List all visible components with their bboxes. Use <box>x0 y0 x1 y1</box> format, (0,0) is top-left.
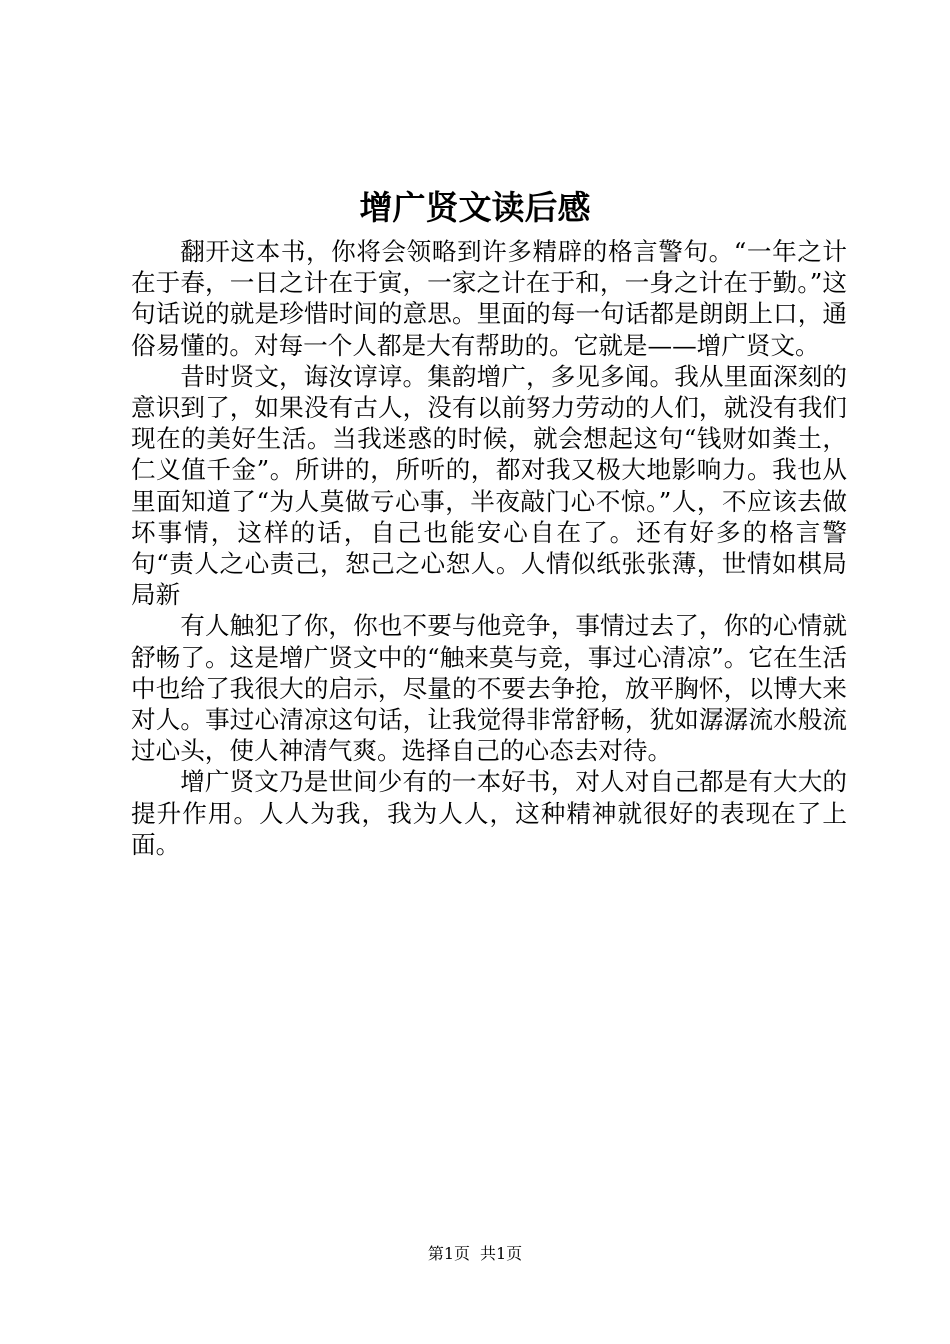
page-footer <box>0 1242 950 1266</box>
paragraph-2: 昔时贤文，诲汝谆谆。集韵增广，多见多闻。我从里面深刻的意识到了，如果没有古人，没有以前努力劳动的人们，就没有我们现在的美好生活。当我迷惑的时候，就会想起这句“钱财如粪土，仁义值千金”。所讲的，所听的，都对我又极大地影响力。我也从里面知道了“为人莫做亏心事，半夜敲门心不惊。”人，不应该去做坏事情，这样的话，自己也能安心自在了。还有好多的格言警句“责人之心责己，恕己之心恕人。人情似纸张张薄，世情如棋局局新 <box>131 361 847 610</box>
paragraph-4: 增广贤文乃是世间少有的一本好书，对人对自己都是有大大的提升作用。人人为我，我为人人，这种精神就很好的表现在了上面。 <box>131 767 847 859</box>
page-number-total: 共1页 <box>480 1244 523 1263</box>
paragraph-1: 翻开这本书，你将会领略到许多精辟的格言警句。“一年之计在于春，一日之计在于寅，一家之计在于和，一身之计在于勤。”这句话说的就是珍惜时间的意思。里面的每一句话都是朗朗上口，通俗易懂的。对每一个人都是大有帮助的。它就是——增广贤文。 <box>131 237 847 360</box>
paragraph-3: 有人触犯了你，你也不要与他竞争，事情过去了，你的心情就舒畅了。这是增广贤文中的“触来莫与竞，事过心清凉”。它在生活中也给了我很大的启示，尽量的不要去争抢，放平胸怀，以博大来对人。事过心清凉这句话，让我觉得非常舒畅，犹如潺潺流水般流过心头，使人神清气爽。选择自己的心态去对待。 <box>131 611 847 766</box>
document-title: 增广贤文读后感 <box>359 188 591 227</box>
page-number-current: 第1页 <box>427 1244 470 1263</box>
document-body <box>131 236 847 860</box>
